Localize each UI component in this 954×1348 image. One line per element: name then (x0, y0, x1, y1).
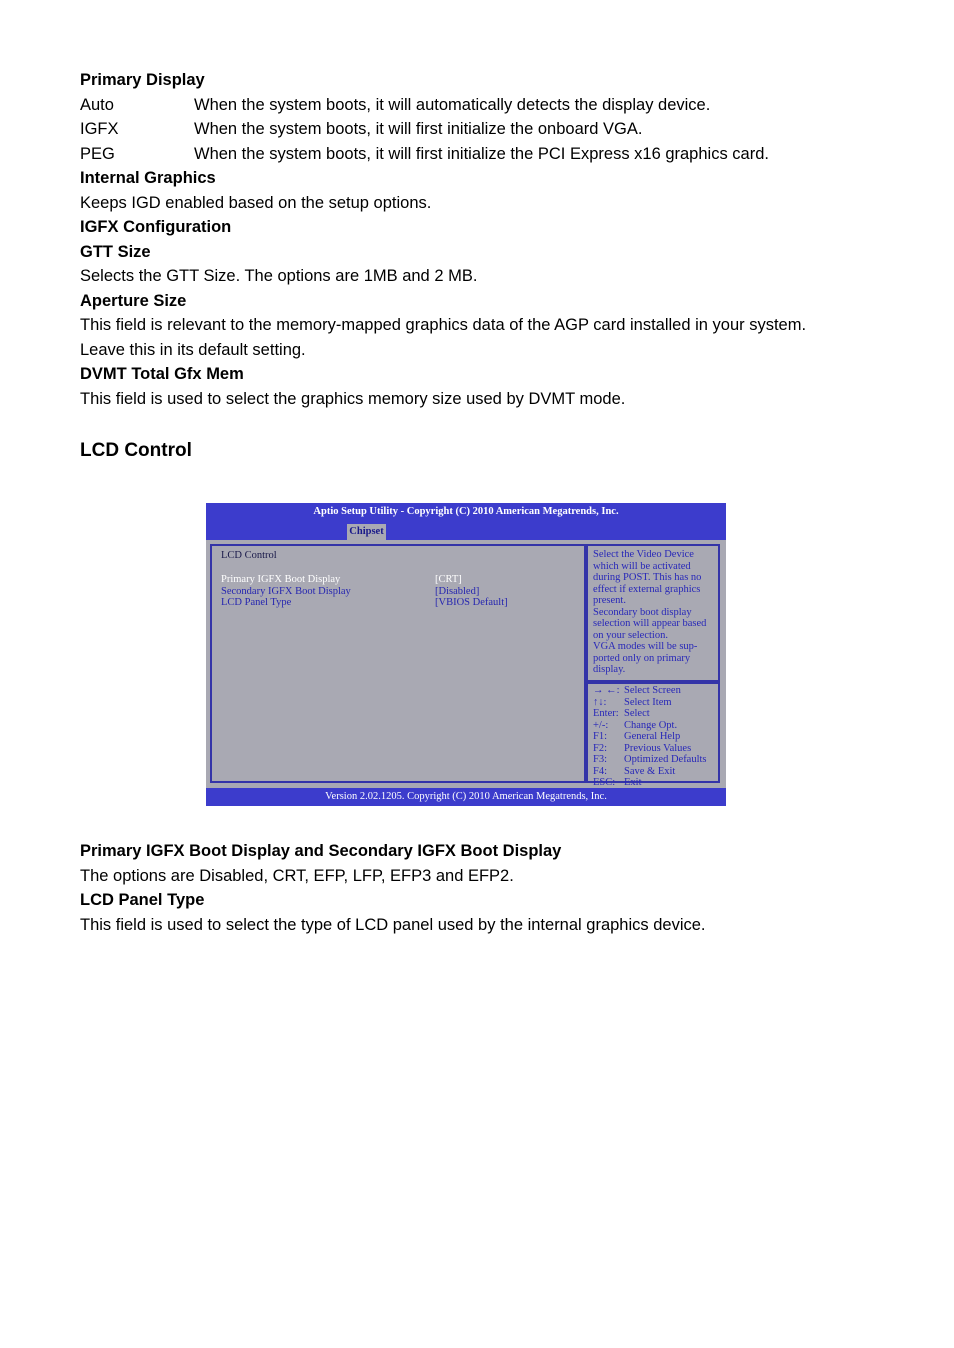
bios-tab-bar (206, 521, 726, 540)
heading-boot-display: Primary IGFX Boot Display and Secondary IGFX Boot Display (80, 842, 562, 860)
setting-value[interactable]: [Disabled] (435, 586, 480, 597)
setting-label: LCD Panel Type (221, 597, 292, 608)
bios-keys-panel (586, 680, 720, 788)
setting-value[interactable]: [CRT] (435, 574, 462, 585)
key-name: F3: (593, 754, 608, 765)
bios-footer: Version 2.02.1205. Copyright (C) 2010 American Megatrends, Inc. (206, 788, 726, 806)
option-desc: When the system boots, it will automatically detects the display device. (194, 95, 711, 114)
key-hint (593, 743, 718, 755)
key-hint (593, 777, 718, 789)
option-desc: When the system boots, it will first initialize the onboard VGA. (194, 120, 643, 138)
key-hint (593, 697, 718, 709)
key-action: Save & Exit (624, 765, 676, 777)
text-boot-display: The options are Disabled, CRT, EFP, LFP, EFP3 and EFP2. (80, 866, 514, 885)
key-name: F1: (593, 731, 608, 742)
bios-setting-primary-igfx[interactable] (221, 574, 581, 586)
heading-primary-display: Primary Display (80, 71, 205, 89)
option-row (80, 93, 880, 118)
bios-settings-panel (210, 544, 586, 783)
key-hint (593, 685, 718, 697)
text-aperture-size: This field is relevant to the memory-mapped graphics data of the AGP card installed in your system. (80, 316, 807, 334)
help-line: during POST. This has no (593, 572, 702, 583)
text-gtt-size: Selects the GTT Size. The options are 1MB and 2 MB. (80, 267, 478, 285)
document-body (80, 68, 880, 463)
help-line: on your selection. (593, 629, 668, 641)
option-key: PEG (80, 144, 115, 163)
setting-value[interactable]: [VBIOS Default] (435, 597, 508, 608)
heading-dvmt: DVMT Total Gfx Mem (80, 365, 244, 383)
key-action: Exit (624, 777, 642, 788)
heading-lcd-panel-type: LCD Panel Type (80, 891, 205, 909)
key-name: ESC: (593, 777, 616, 788)
help-line: VGA modes will be sup- (593, 641, 698, 652)
text-aperture-default: Leave this in its default setting. (80, 340, 306, 359)
key-name: F2: (593, 742, 608, 754)
help-line: ported only on primary (593, 652, 691, 664)
heading-internal-graphics: Internal Graphics (80, 169, 216, 187)
key-action: Select Item (624, 696, 672, 708)
key-name: +/-: (593, 719, 609, 731)
key-action: Select (624, 708, 650, 719)
heading-gtt-size: GTT Size (80, 242, 151, 261)
option-row (80, 117, 880, 142)
text-internal-graphics: Keeps IGD enabled based on the setup options. (80, 193, 432, 212)
key-hint (593, 731, 718, 743)
help-line: display. (593, 664, 626, 675)
key-action: General Help (624, 731, 681, 742)
help-line: present. (593, 595, 626, 606)
key-hint (593, 754, 718, 766)
setting-label: Primary IGFX Boot Display (221, 574, 341, 585)
key-action: Change Opt. (624, 719, 678, 731)
bios-title-bar: Aptio Setup Utility - Copyright (C) 2010 American Megatrends, Inc. (206, 503, 726, 521)
help-line: Select the Video Device (593, 549, 694, 560)
option-key: IGFX (80, 120, 119, 138)
option-row (80, 142, 880, 167)
option-key: Auto (80, 95, 114, 114)
help-line: Secondary boot display (593, 606, 692, 618)
bios-screenshot (206, 503, 726, 806)
key-name: ↑↓: (593, 696, 607, 708)
key-name: Enter: (593, 708, 619, 719)
help-line: selection will appear based (593, 618, 707, 629)
text-dvmt: This field is used to select the graphics memory size used by DVMT mode. (80, 389, 626, 408)
key-hint (593, 720, 718, 732)
document-body-bottom (80, 839, 880, 937)
tab-chipset[interactable]: Chipset (347, 524, 386, 540)
key-name: F4: (593, 765, 608, 777)
key-name: → ←: (593, 685, 620, 696)
section-title-lcd-control: LCD Control (80, 440, 192, 461)
bios-setting-lcd-panel-type[interactable] (221, 597, 581, 609)
key-hint (593, 766, 718, 778)
key-hint (593, 708, 718, 720)
bios-panel-title: LCD Control (221, 550, 277, 561)
key-action: Previous Values (624, 742, 692, 754)
help-line: effect if external graphics (593, 583, 701, 595)
key-action: Optimized Defaults (624, 754, 707, 765)
setting-label: Secondary IGFX Boot Display (221, 586, 351, 597)
heading-aperture-size: Aperture Size (80, 291, 187, 310)
text-lcd-panel-type: This field is used to select the type of LCD panel used by the internal graphics device. (80, 915, 706, 934)
key-action: Select Screen (624, 685, 681, 696)
bios-help-panel (586, 544, 720, 684)
heading-igfx-configuration: IGFX Configuration (80, 218, 232, 236)
help-line: which will be activated (593, 560, 691, 572)
option-desc: When the system boots, it will first initialize the PCI Express x16 graphics card. (194, 144, 769, 163)
